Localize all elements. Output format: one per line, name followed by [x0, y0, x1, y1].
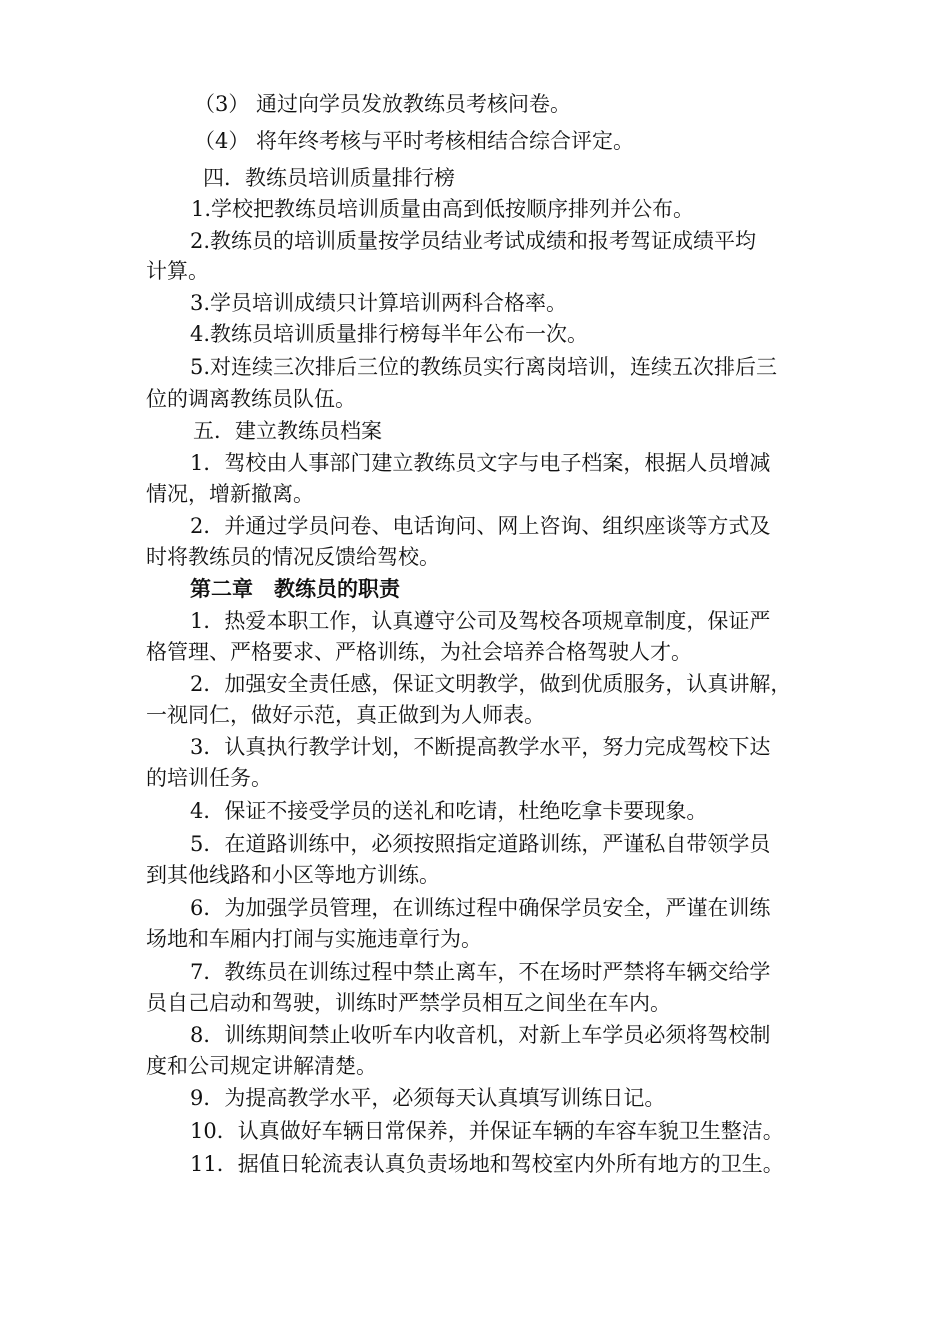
- text-line: 2.教练员的培训质量按学员结业考试成绩和报考驾证成绩平均: [190, 229, 757, 253]
- text-line: （3） 通过向学员发放教练员考核问卷。: [194, 92, 572, 116]
- text-line: 位的调离教练员队伍。: [146, 387, 356, 411]
- text-line: 3.学员培训成绩只计算培训两科合格率。: [190, 291, 568, 315]
- chapter-heading: 第二章 教练员的职责: [190, 576, 400, 601]
- text-line: 7．教练员在训练过程中禁止离车，不在场时严禁将车辆交给学: [190, 960, 771, 984]
- text-line: 10．认真做好车辆日常保养，并保证车辆的车容车貌卫生整洁。: [190, 1119, 784, 1143]
- text-line: 11．据值日轮流表认真负责场地和驾校室内外所有地方的卫生。: [190, 1152, 784, 1176]
- text-line: 4.教练员培训质量排行榜每半年公布一次。: [190, 322, 589, 346]
- text-line: 5.对连续三次排后三位的教练员实行离岗培训，连续五次排后三: [190, 355, 778, 379]
- text-line: 计算。: [146, 259, 209, 283]
- text-line: 度和公司规定讲解清楚。: [146, 1054, 377, 1078]
- text-line: 格管理、严格要求、严格训练，为社会培养合格驾驶人才。: [146, 640, 692, 664]
- text-line: （4） 将年终考核与平时考核相结合综合评定。: [194, 129, 635, 153]
- text-line: 的培训任务。: [146, 766, 272, 790]
- text-line: 五．建立教练员档案: [193, 419, 382, 443]
- text-line: 1．热爱本职工作，认真遵守公司及驾校各项规章制度，保证严: [190, 609, 771, 633]
- text-line: 一视同仁，做好示范，真正做到为人师表。: [146, 703, 545, 727]
- text-line: 4．保证不接受学员的送礼和吃请，杜绝吃拿卡要现象。: [190, 799, 708, 823]
- text-line: 四．教练员培训质量排行榜: [203, 166, 455, 190]
- text-line: 情况，增新撤离。: [146, 482, 314, 506]
- text-line: 时将教练员的情况反馈给驾校。: [146, 545, 440, 569]
- text-line: 2．并通过学员问卷、电话询问、网上咨询、组织座谈等方式及: [190, 514, 771, 538]
- text-line: 1．驾校由人事部门建立教练员文字与电子档案，根据人员增减: [190, 451, 771, 475]
- text-line: 6．为加强学员管理，在训练过程中确保学员安全，严谨在训练: [190, 896, 771, 920]
- text-line: 1.学校把教练员培训质量由高到低按顺序排列并公布。: [191, 197, 695, 221]
- text-line: 到其他线路和小区等地方训练。: [146, 863, 440, 887]
- text-line: 3．认真执行教学计划，不断提高教学水平，努力完成驾校下达: [190, 735, 771, 759]
- text-line: 5．在道路训练中，必须按照指定道路训练，严谨私自带领学员: [190, 832, 771, 856]
- text-line: 员自己启动和驾驶，训练时严禁学员相互之间坐在车内。: [146, 991, 671, 1015]
- text-line: 9．为提高教学水平，必须每天认真填写训练日记。: [190, 1086, 666, 1110]
- text-line: 8．训练期间禁止收听车内收音机，对新上车学员必须将驾校制: [190, 1023, 771, 1047]
- text-line: 场地和车厢内打闹与实施违章行为。: [146, 927, 482, 951]
- text-line: 2．加强安全责任感，保证文明教学，做到优质服务，认真讲解，: [190, 672, 792, 696]
